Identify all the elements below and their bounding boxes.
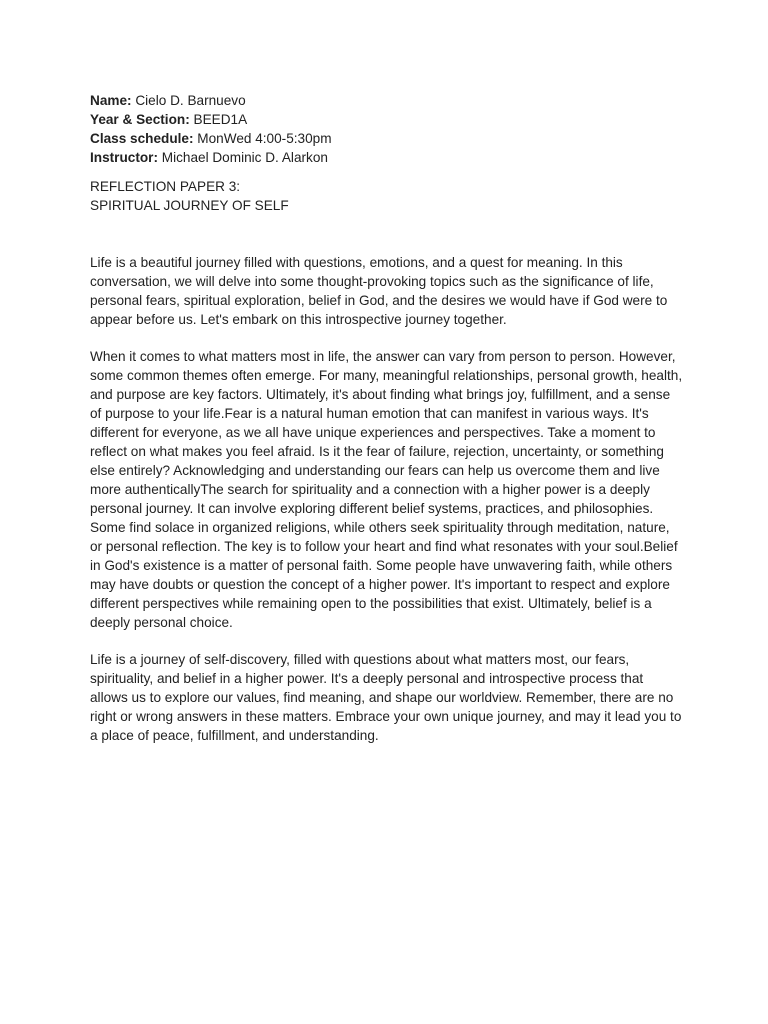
name-line bbox=[90, 91, 684, 110]
schedule-value: MonWed 4:00-5:30pm bbox=[197, 131, 332, 146]
paper-title bbox=[90, 177, 684, 215]
instructor-value: Michael Dominic D. Alarkon bbox=[161, 150, 328, 165]
section-label: Year & Section: bbox=[90, 112, 190, 127]
name-label: Name: bbox=[90, 93, 132, 108]
document-content bbox=[90, 91, 684, 745]
name-value: Cielo D. Barnuevo bbox=[135, 93, 246, 108]
paragraph-conclusion: Life is a journey of self-discovery, filled with questions about what matters most, our fears, spirituality, and belief in a higher power. It's a deeply personal and introspective process that allows us to explore our values, find meaning, and shape our worldview. Remember, there are no right or wrong answers in these matters. Embrace your own unique journey, and may it lead you to a place of peace, fulfillment, and understanding. bbox=[90, 652, 682, 743]
instructor-label: Instructor: bbox=[90, 150, 158, 165]
instructor-line bbox=[90, 148, 684, 167]
student-info bbox=[90, 91, 684, 167]
paragraph-body: When it comes to what matters most in life, the answer can vary from person to person. However, some common themes often emerge. For many, meaningful relationships, personal growth, health, and purpose are key factors. Ultimately, it's about finding what brings joy, fulfillment, and a sense of purpose to your life.Fear is a natural human emotion that can manifest in various ways. It's different for everyone, as we all have unique experiences and perspectives. Take a moment to reflect on what makes you feel afraid. Is it the fear of failure, rejection, uncertainty, or something else entirely? Acknowledging and understanding our fears can help us overcome them and live more authenticallyThe search for spirituality and a connection with a higher power is a deeply personal journey. It can involve exploring different belief systems, practices, and philosophies. Some find solace in organized religions, while others seek spirituality through meditation, nature, or personal reflection. The key is to follow your heart and find what resonates with your soul.Belief in God's existence is a matter of personal faith. Some people have unwavering faith, while others may have doubts or question the concept of a higher power. It's important to respect and explore different perspectives while remaining open to the possibilities that exist. Ultimately, belief is a deeply personal choice. bbox=[90, 349, 683, 630]
section-line bbox=[90, 110, 684, 129]
section-value: BEED1A bbox=[193, 112, 248, 127]
title-line-2: SPIRITUAL JOURNEY OF SELF bbox=[90, 198, 289, 213]
title-line-1: REFLECTION PAPER 3: bbox=[90, 179, 241, 194]
schedule-label: Class schedule: bbox=[90, 131, 194, 146]
paragraph-intro: Life is a beautiful journey filled with questions, emotions, and a quest for meaning. In this conversation, we will delve into some thought-provoking topics such as the significance of life, personal fears, spiritual exploration, belief in God, and the desires we would have if God were to appear before us. Let's embark on this introspective journey together. bbox=[90, 255, 668, 327]
schedule-line bbox=[90, 129, 684, 148]
